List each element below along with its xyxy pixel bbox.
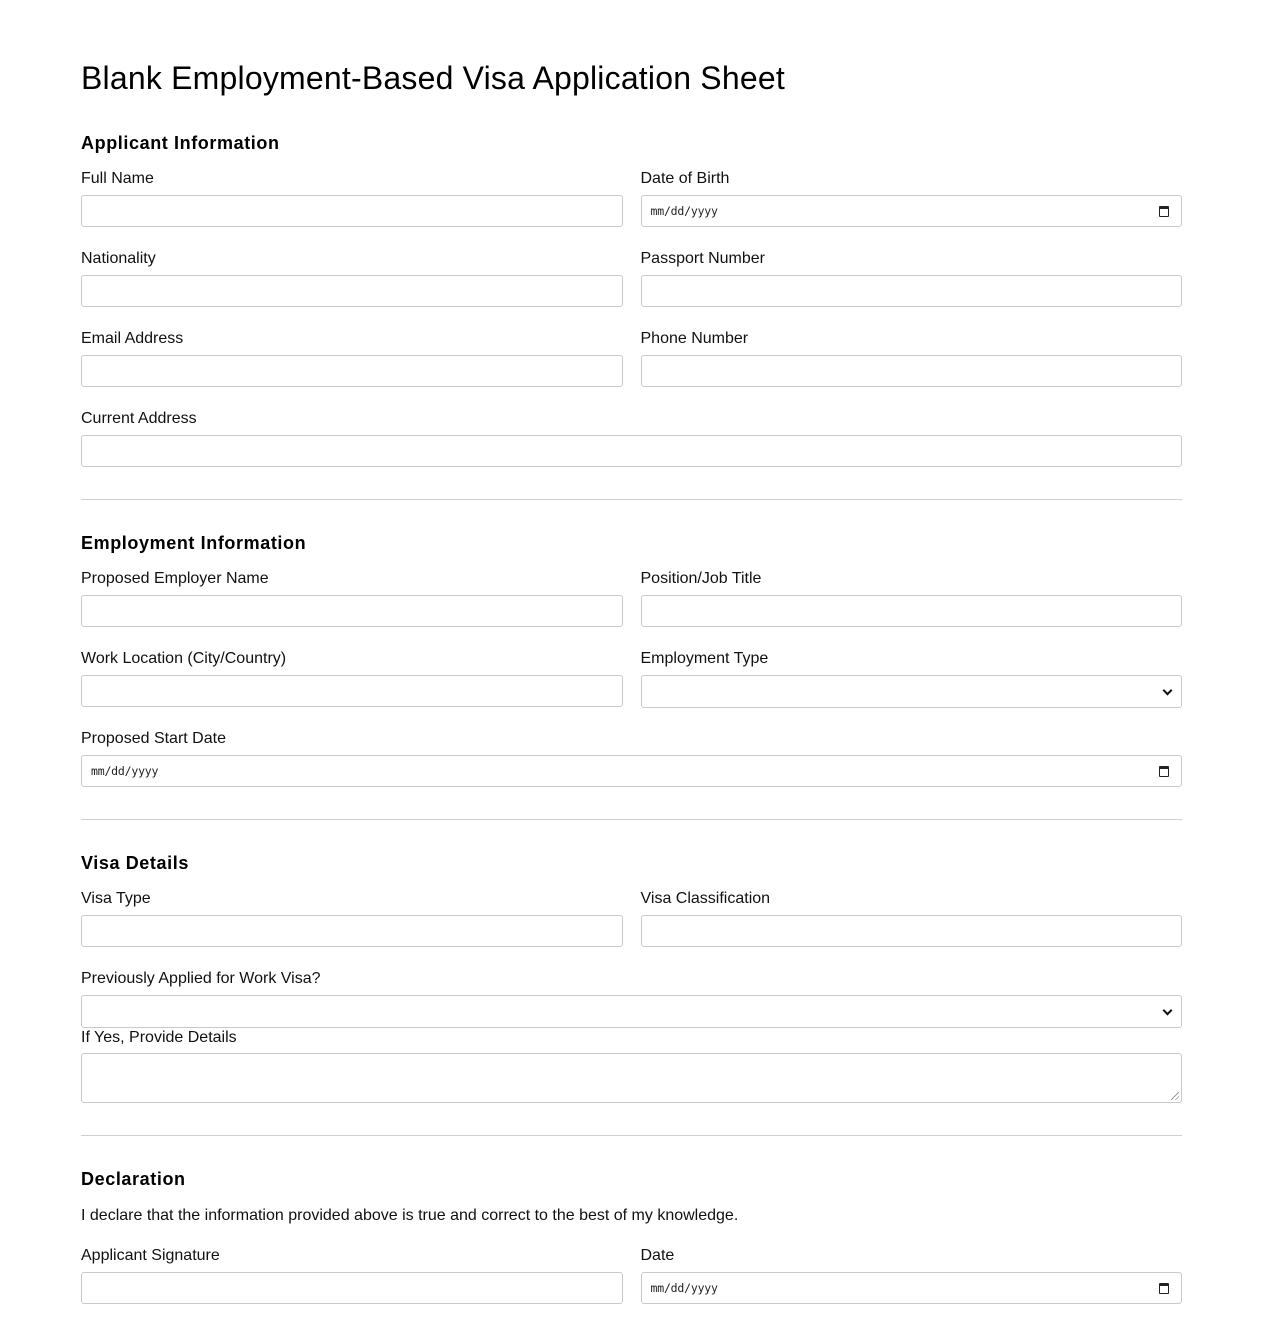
field-current-address (81, 409, 1182, 467)
previously-applied-label: Previously Applied for Work Visa? (81, 970, 321, 987)
section-declaration (81, 1168, 1182, 1304)
employer-name-input[interactable] (81, 595, 623, 627)
nationality-input[interactable] (81, 275, 623, 307)
passport-number-input[interactable] (641, 275, 1183, 307)
resize-grip-icon[interactable] (1171, 1092, 1179, 1100)
employer-name-label: Proposed Employer Name (81, 570, 269, 587)
phone-number-input[interactable] (641, 355, 1183, 387)
declaration-date-label: Date (640, 1247, 675, 1264)
field-previous-visa-details (81, 1028, 1182, 1103)
work-location-label: Work Location (City/Country) (81, 650, 287, 667)
field-visa-type (81, 889, 623, 947)
declaration-date-input[interactable] (641, 1272, 1183, 1304)
current-address-input[interactable] (81, 435, 1182, 467)
visa-type-input[interactable] (81, 915, 623, 947)
full-name-input[interactable] (81, 195, 623, 227)
proposed-start-date-placeholder: mm/dd/yyyy (91, 764, 159, 778)
section-divider (81, 1135, 1182, 1136)
chevron-down-icon[interactable] (1163, 686, 1173, 696)
field-proposed-start-date (81, 729, 1182, 787)
calendar-icon[interactable] (1159, 206, 1169, 217)
field-passport-number (641, 249, 1183, 307)
email-address-input[interactable] (81, 355, 623, 387)
employment-type-label: Employment Type (640, 650, 769, 667)
field-email-address (81, 329, 623, 387)
work-location-input[interactable] (81, 675, 623, 707)
visa-application-form (81, 0, 1182, 1304)
section-heading-applicant: Applicant Information (81, 133, 280, 153)
phone-number-label: Phone Number (640, 330, 749, 347)
position-title-label: Position/Job Title (640, 570, 762, 587)
chevron-down-icon[interactable] (1163, 1006, 1173, 1016)
field-employment-type (641, 649, 1183, 708)
calendar-icon[interactable] (1159, 766, 1169, 777)
applicant-signature-label: Applicant Signature (81, 1247, 220, 1264)
section-divider (81, 499, 1182, 500)
visa-classification-label: Visa Classification (640, 890, 771, 907)
date-of-birth-input[interactable] (641, 195, 1183, 227)
visa-classification-input[interactable] (641, 915, 1183, 947)
section-heading-employment: Employment Information (81, 533, 307, 553)
previously-applied-select[interactable] (81, 995, 1182, 1028)
page-title: Blank Employment-Based Visa Application Sheet (81, 60, 785, 96)
visa-type-label: Visa Type (81, 890, 151, 907)
field-previously-applied (81, 969, 1182, 1028)
previous-visa-details-label: If Yes, Provide Details (81, 1029, 237, 1046)
field-applicant-signature (81, 1246, 623, 1304)
field-nationality (81, 249, 623, 307)
full-name-label: Full Name (81, 170, 154, 187)
field-declaration-date (641, 1246, 1183, 1304)
email-address-label: Email Address (81, 330, 184, 347)
nationality-label: Nationality (81, 250, 156, 267)
field-employer-name (81, 569, 623, 627)
proposed-start-date-label: Proposed Start Date (81, 730, 226, 747)
section-employment-information (81, 532, 1182, 787)
date-of-birth-label: Date of Birth (640, 170, 730, 187)
current-address-label: Current Address (81, 410, 197, 427)
passport-number-label: Passport Number (640, 250, 765, 267)
applicant-signature-input[interactable] (81, 1272, 623, 1304)
section-heading-visa: Visa Details (81, 853, 189, 873)
field-date-of-birth (641, 169, 1183, 227)
field-full-name (81, 169, 623, 227)
section-applicant-information (81, 132, 1182, 467)
declaration-date-placeholder: mm/dd/yyyy (650, 1281, 718, 1295)
previous-visa-details-textarea[interactable] (81, 1053, 1182, 1103)
proposed-start-date-input[interactable] (81, 755, 1182, 787)
position-title-input[interactable] (641, 595, 1183, 627)
section-heading-declaration: Declaration (81, 1169, 186, 1189)
declaration-statement: I declare that the information provided above is true and correct to the best of my knowledge. (81, 1207, 739, 1224)
field-visa-classification (641, 889, 1183, 947)
field-phone-number (641, 329, 1183, 387)
section-divider (81, 819, 1182, 820)
employment-type-select[interactable] (641, 675, 1183, 708)
date-of-birth-placeholder: mm/dd/yyyy (650, 204, 718, 218)
field-work-location (81, 649, 623, 708)
calendar-icon[interactable] (1159, 1283, 1169, 1294)
section-visa-details (81, 852, 1182, 1103)
field-position-title (641, 569, 1183, 627)
